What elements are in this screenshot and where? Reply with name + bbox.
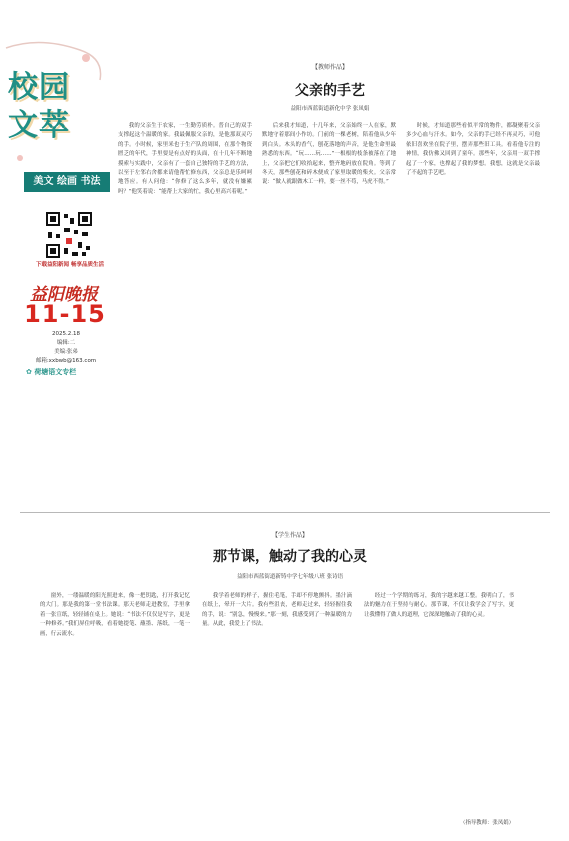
edition-number: 11-15 bbox=[24, 300, 106, 328]
issue-designer: 美编:张弟 bbox=[54, 349, 78, 355]
article1-column: 我的父亲生于农家，一生勤劳质朴。普自己的双手支撑起这个温暖的家。我最佩服父亲的，是他那双灵巧的手。小时候，家里米也于生产队的周围，在那个物资匮乏的年代，手里要是有点好的头面，在十几年不断地摸索与实践中，父亲有了一套自己独特的手艺的方法，以至于左邻右舍都来请他帮忙修东西，父亲总是乐呵呵地答应。有人问他：“你修了这么多年，就没有嫌累吗？”他笑着说：“能帮上大家的忙，我心里高兴着呢。” bbox=[118, 123, 252, 195]
section-divider bbox=[20, 512, 550, 513]
lotus-icon: ✿ bbox=[26, 368, 35, 376]
issue-date: 2025.2.18 bbox=[52, 331, 80, 337]
issue-editor: 编辑:二 bbox=[56, 340, 76, 346]
article1-column: 后来我才知道，十几年来，父亲始终一人在家，默默地守着那间小作坊。门前的一棵老树，陪着他从少年到白头。木头的香气，刨花落地的声音，是他生命里最熟悉的东西。“玩……玩……”一根根的枝条被落在了地上，父亲把它们收拾起来，整齐地码放在院角。等到了冬天，那些刨花和碎木便成了家里取暖的柴火。父亲常说：“做人就跟做木工一样，要一丝不苟，马虎不得。” bbox=[262, 123, 396, 186]
article2-credit: （指导教师：张凤娟） bbox=[460, 820, 514, 826]
qr-caption: 下载益阳新闻 畅享品质生活 bbox=[36, 262, 104, 268]
article2-column: 我学着老师的样子，握住毛笔，手却不停地颤抖。墨汁滴在纸上，晕开一大片。我有些沮丧，老师走过来，轻轻握住我的手，说：“别急，慢慢来。”那一刻，我感受到了一种温暖的力量。从此，我爱上了书法。 bbox=[202, 593, 352, 628]
article1-column: 时候，才知道那些看似平常的物件，都凝聚着父亲多少心血与汗水。如今，父亲的手已经不再灵巧，可他依旧喜欢坐在院子里，摆弄那些旧工具。看着他专注的神情，我仿佛又回到了童年。那些年，父亲用一双手撑起了一个家，也撑起了我的梦想。我想，这就是父亲最了不起的手艺吧。 bbox=[406, 123, 540, 177]
article2-tag: 【学生作品】 bbox=[271, 532, 308, 539]
issue-meta bbox=[26, 330, 106, 366]
article2-title: 那节课，触动了我的心灵 bbox=[213, 549, 367, 565]
masthead-title-line1: 校园 bbox=[8, 70, 70, 105]
qr-code-icon[interactable] bbox=[44, 210, 94, 260]
article1-tag: 【教师作品】 bbox=[311, 64, 348, 71]
article2-column: 经过一个学期的练习，我的字越来越工整。我明白了，书法的魅力在于坚持与耐心。那节课，不仅让我学会了写字，更让我懂得了做人的道理，它深深地触动了我的心灵。 bbox=[364, 593, 514, 618]
newspaper-logo: 益阳晚报 bbox=[30, 285, 98, 305]
sponsor-label: ✿ 荷塘语文专栏 bbox=[26, 368, 77, 376]
article2-column: 窗外，一缕温暖的阳光照进来，像一把钥匙，打开我记忆的大门。那是我的第一堂书法课。那天老师走进教室，手里拿着一张宣纸，轻轻铺在桌上。她说：“书法不仅仅是写字，更是一种修养。”我们屏住呼吸，看着她提笔、蘸墨、落纸，一笔一画，行云流水。 bbox=[40, 593, 190, 637]
article1-byline: 益阳市西蓝街道新化中学 张凤娟 bbox=[290, 106, 370, 112]
section-label: 美文 绘画 书法 bbox=[24, 172, 110, 192]
article1-title: 父亲的手艺 bbox=[295, 83, 365, 99]
masthead-title-line2: 文萃 bbox=[8, 108, 70, 143]
issue-email: 邮箱:xxbwb@163.com bbox=[35, 358, 97, 364]
article2-byline: 益阳市西蓝街道新铸中学七年级八班 张诗语 bbox=[236, 574, 344, 580]
